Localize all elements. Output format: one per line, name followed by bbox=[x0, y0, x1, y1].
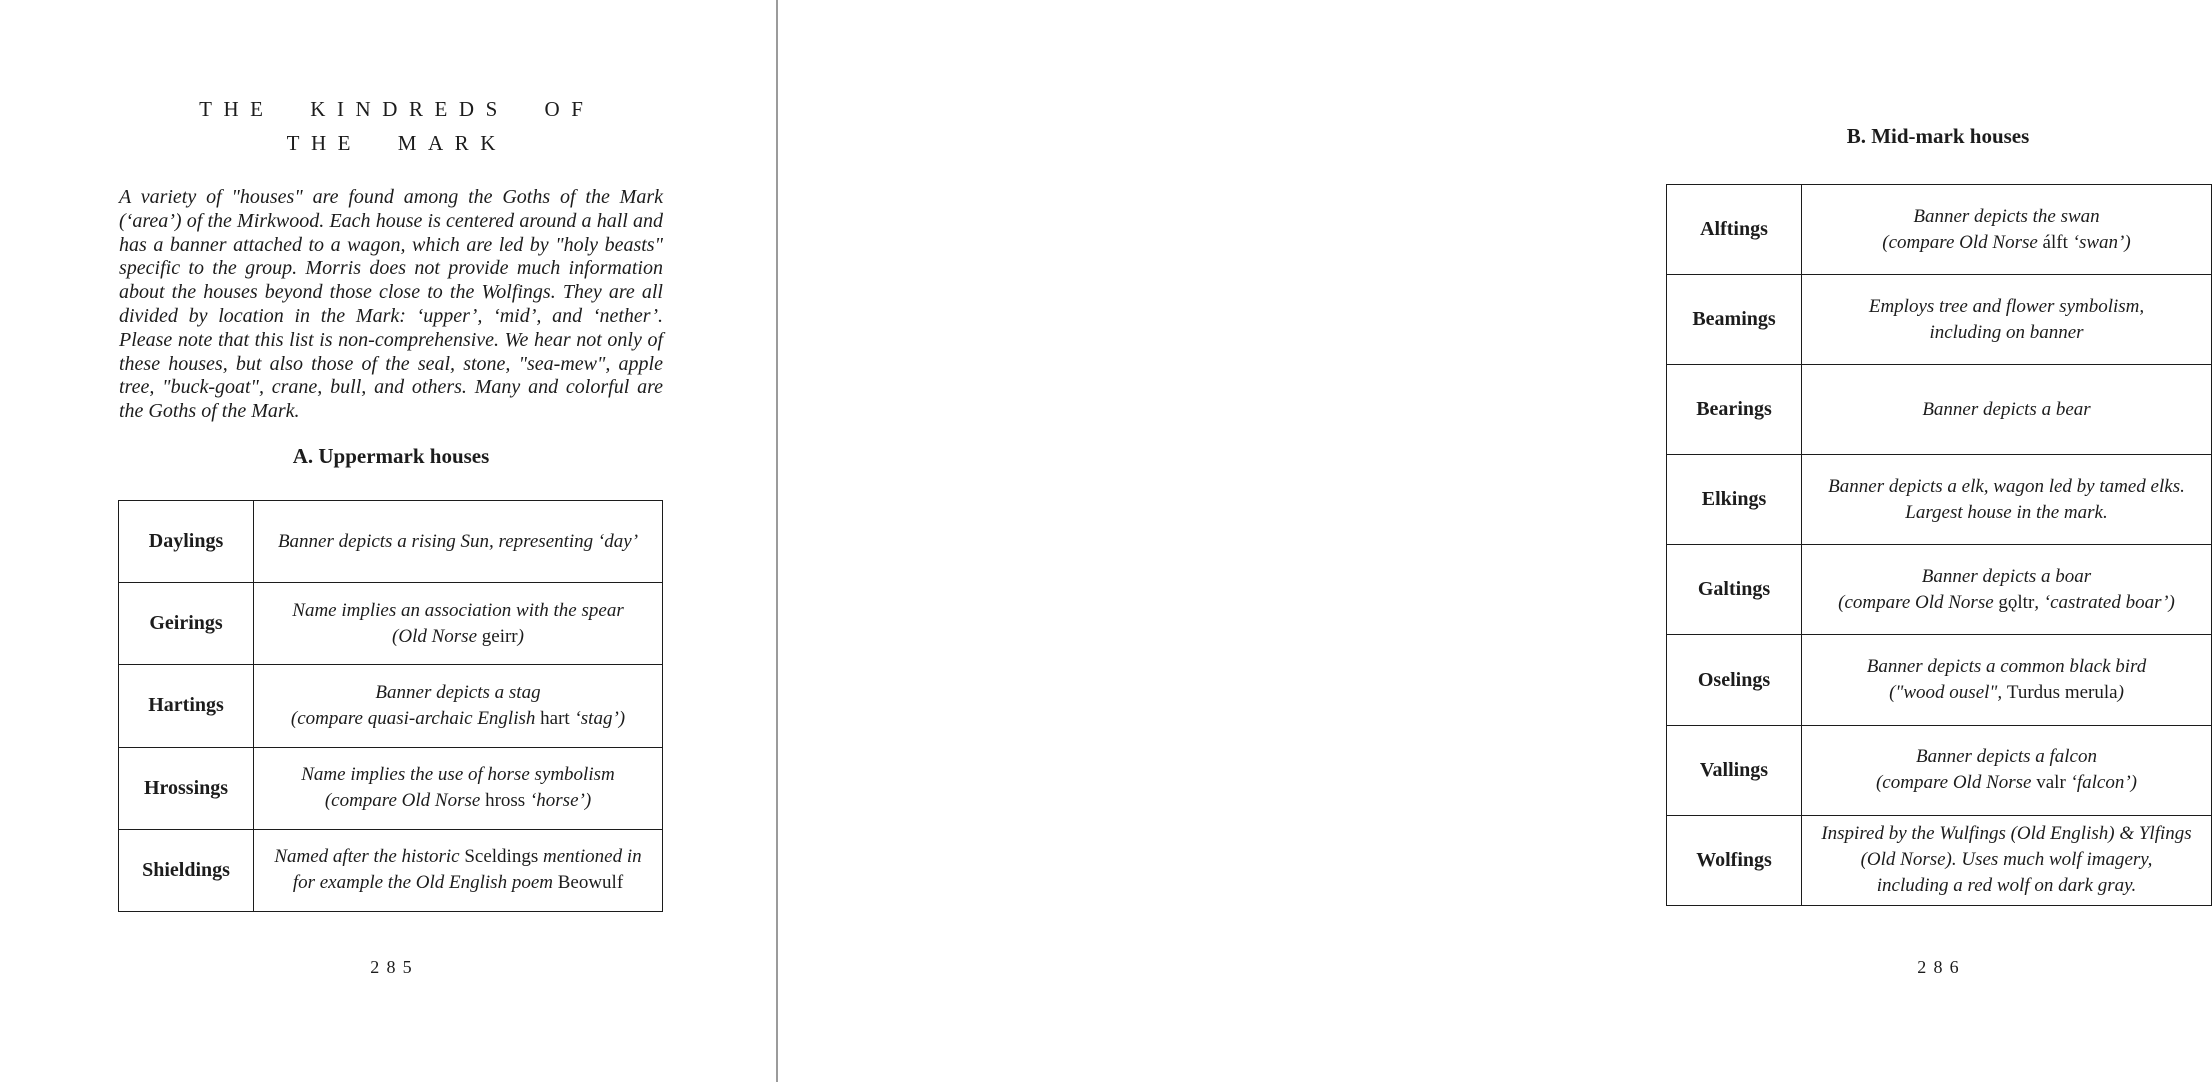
description-line: Banner depicts a common black bird bbox=[1866, 656, 2147, 678]
description-line: Employs tree and flower symbolism, bbox=[1868, 295, 2145, 317]
chapter-title-line-1: THE KINDREDS OF bbox=[199, 97, 595, 121]
table-row bbox=[1667, 275, 2212, 365]
table-row bbox=[119, 583, 663, 665]
house-description-cell bbox=[1802, 275, 2212, 365]
description-line: Banner depicts a bear bbox=[1922, 398, 2091, 420]
house-name-cell: Daylings bbox=[119, 501, 254, 583]
table-row bbox=[1667, 815, 2212, 905]
chapter-title bbox=[119, 92, 663, 160]
description-line: Banner depicts a elk, wagon led by tamed elks. bbox=[1828, 475, 2185, 497]
house-name-cell: Geirings bbox=[119, 583, 254, 665]
table-row bbox=[1667, 635, 2212, 725]
description-line: Named after the historic Sceldings mentioned in bbox=[274, 846, 642, 868]
description-line: (Old Norse). Uses much wolf imagery, bbox=[1860, 849, 2153, 871]
description-line: Banner depicts a stag bbox=[375, 681, 541, 703]
page-gutter-divider bbox=[776, 0, 778, 1082]
house-name-cell: Elkings bbox=[1667, 455, 1802, 545]
right-page bbox=[779, 0, 2192, 1082]
uppermark-houses-table bbox=[118, 500, 663, 912]
house-description-cell bbox=[254, 665, 663, 747]
description-line: (compare Old Norse álft ‘swan’) bbox=[1882, 231, 2131, 253]
description-line: (Old Norse geirr) bbox=[392, 625, 524, 647]
left-page bbox=[0, 0, 776, 1082]
house-name-cell: Vallings bbox=[1667, 725, 1802, 815]
house-description-cell bbox=[1802, 455, 2212, 545]
chapter-title-line-2: THE MARK bbox=[286, 131, 507, 155]
description-line: (compare Old Norse valr ‘falcon’) bbox=[1875, 772, 2138, 794]
table-row bbox=[1667, 545, 2212, 635]
house-description-cell bbox=[1802, 545, 2212, 635]
description-line: including on banner bbox=[1929, 321, 2084, 343]
description-line: ("wood ousel", Turdus merula) bbox=[1889, 682, 2124, 704]
house-description-cell bbox=[1802, 725, 2212, 815]
house-description-cell bbox=[254, 583, 663, 665]
table-row bbox=[119, 665, 663, 747]
table-row bbox=[119, 747, 663, 829]
house-name-cell: Alftings bbox=[1667, 185, 1802, 275]
table-row bbox=[1667, 725, 2212, 815]
description-line: (compare Old Norse hross ‘horse’) bbox=[324, 790, 592, 812]
description-line: (compare Old Norse gǫltr, ‘castrated boar’) bbox=[1838, 591, 2175, 613]
house-name-cell: Wolfings bbox=[1667, 815, 1802, 905]
house-name-cell: Beamings bbox=[1667, 275, 1802, 365]
house-name-cell: Galtings bbox=[1667, 545, 1802, 635]
description-line: Inspired by the Wulfings (Old English) & Ylfings bbox=[1821, 823, 2192, 845]
house-description-cell bbox=[1802, 365, 2212, 455]
page-number-right: 286 bbox=[1917, 957, 1966, 977]
description-line: Banner depicts a falcon bbox=[1916, 746, 2097, 768]
description-line: Name implies an association with the spear bbox=[292, 599, 624, 621]
house-name-cell: Shieldings bbox=[119, 829, 254, 911]
description-line: Banner depicts a boar bbox=[1921, 565, 2092, 587]
description-line: (compare quasi-archaic English hart ‘stag’) bbox=[290, 707, 626, 729]
table-row bbox=[1667, 455, 2212, 545]
intro-paragraph: A variety of "houses" are found among the Goths of the Mark (‘area’) of the Mirkwood. Each house is centered around a hall and has a banner attached to a wagon, which are led by "holy beasts" specific to the group. Morris does not provide much information about the houses beyond those close to the Wolfings. They are all divided by location in the Mark: ‘upper’, ‘mid’, and ‘nether’. Please note that this list is non-comprehensive. We hear not only of these houses, but also those of the seal, stone, "sea-mew", apple tree, "buck-goat", crane, bull, and others. Many and colorful are the Goths of the Mark. bbox=[119, 186, 663, 423]
description-line: Banner depicts a rising Sun, representing ‘day’ bbox=[277, 530, 639, 552]
house-description-cell bbox=[254, 501, 663, 583]
house-name-cell: Oselings bbox=[1667, 635, 1802, 725]
description-line: including a red wolf on dark gray. bbox=[1876, 875, 2137, 897]
description-line: Largest house in the mark. bbox=[1905, 501, 2108, 523]
house-name-cell: Hrossings bbox=[119, 747, 254, 829]
table-row bbox=[1667, 365, 2212, 455]
table-row bbox=[1667, 185, 2212, 275]
table-row bbox=[119, 829, 663, 911]
house-description-cell bbox=[1802, 635, 2212, 725]
table-row bbox=[119, 501, 663, 583]
house-description-cell bbox=[1802, 185, 2212, 275]
description-line: for example the Old English poem Beowulf bbox=[292, 872, 624, 894]
house-description-cell bbox=[254, 829, 663, 911]
section-heading-midmark: B. Mid-mark houses bbox=[1846, 124, 2030, 148]
house-description-cell bbox=[254, 747, 663, 829]
house-description-cell bbox=[1802, 815, 2212, 905]
description-line: Name implies the use of horse symbolism bbox=[301, 764, 615, 786]
page-number-left: 285 bbox=[370, 957, 419, 977]
house-name-cell: Hartings bbox=[119, 665, 254, 747]
midmark-houses-table bbox=[1666, 184, 2212, 906]
house-name-cell: Bearings bbox=[1667, 365, 1802, 455]
description-line: Banner depicts the swan bbox=[1913, 205, 2100, 227]
section-heading-uppermark: A. Uppermark houses bbox=[292, 444, 490, 468]
